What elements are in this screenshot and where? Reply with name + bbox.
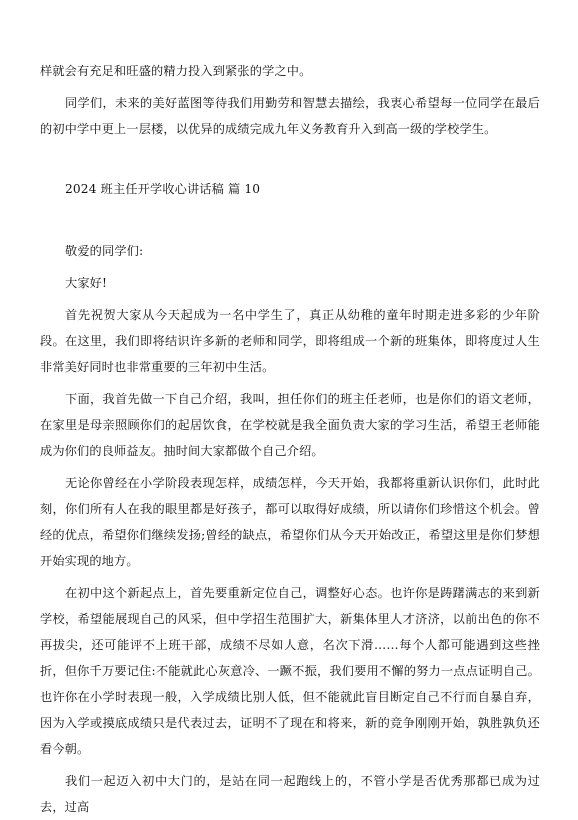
paragraph-body: 我们一起迈入初中大门的，是站在同一起跑线上的，不管小学是否优秀那都已成为过去，过高 xyxy=(40,774,540,814)
paragraph-body: 首先祝贺大家从今天起成为一名中学生了，真正从幼稚的童年时期走进多彩的少年阶段。在这里，我们即将结识许多新的老师和同学，即将组成一个新的班集体，即将度过人生非常美好同时也非常重要的三年初中生活。 xyxy=(40,308,540,374)
paragraph-body: 无论你曾经在小学阶段表现怎样，成绩怎样，今天开始，我都将重新认识你们，此时此刻，你们所有人在我的眼里都是好孩子，都可以取得好成绩，所以请你们珍惜这个机会。曾经的优点，希望你们继续发扬;曾经的缺点，希望你们从今天开始改正，希望这里是你们梦想开始实现的地方。 xyxy=(40,476,540,568)
section-title: 2024 班主任开学收心讲话稿 篇 10 xyxy=(65,182,261,196)
paragraph-closing: 同学们，未来的美好蓝图等待我们用勤劳和智慧去描绘，我衷心希望每一位同学在最后的初中学中更上一层楼，以优异的成绩完成九年义务教育升入到高一级的学校学生。 xyxy=(40,96,540,136)
hello-line: 大家好! xyxy=(65,276,108,290)
greeting: 敬爱的同学们: xyxy=(65,244,144,258)
paragraph-body: 在初中这个新起点上，首先要重新定位自己，调整好心态。也许你是踌躇满志的来到新学校，希望能展现自己的风采，但中学招生范围扩大，新集体里人才济济，以前出色的你不再拔尖，还可能评不上班干部，成绩不尽如人意，名次下滑……每个人都可能遇到这些挫折，但你千万要记住:不能就此心灰意冷、一蹶不振，我们要用不懈的努力一点点证明自己。也许你在小学时表现一般，入学成绩比别人低，但不能就此盲目断定自己不行而自暴自弃，因为入学或摸底成绩只是代表过去，证明不了现在和将来，新的竞争刚刚开始，孰胜孰负还看今朝。 xyxy=(40,586,540,756)
document-content xyxy=(40,58,540,820)
paragraph-body: 下面，我首先做一下自己介绍，我叫，担任你们的班主任老师，也是你们的语文老师，在家里是母亲照顾你们的起居饮食，在学校就是我全面负责大家的学习生活，希望王老师能成为你们的良师益友。抽时间大家都做个自己介绍。 xyxy=(40,392,540,458)
paragraph-continuation: 样就会有充足和旺盛的精力投入到紧张的学之中。 xyxy=(40,64,312,78)
